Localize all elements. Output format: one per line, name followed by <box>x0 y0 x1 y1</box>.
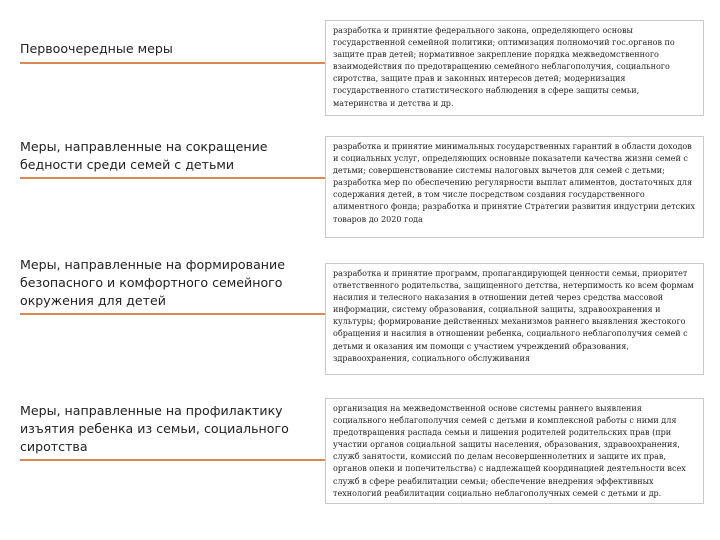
connector-line <box>312 313 326 315</box>
measure-heading-block <box>20 256 312 310</box>
measure-heading-block <box>20 40 312 58</box>
measure-heading-block <box>20 138 312 174</box>
heading-underline <box>20 62 312 64</box>
measure-heading: Меры, направленные на формирование безопасного и комфортного семейного окружения для детей <box>20 257 285 308</box>
heading-underline <box>20 313 312 315</box>
measure-heading-block <box>20 402 312 456</box>
connector-line <box>312 62 326 64</box>
measure-heading: Первоочередные меры <box>20 41 173 56</box>
measure-description: разработка и принятие федерального закона, определяющего основы государственной семейной политики; оптимизация полномочий гос.органов по защите прав детей; нормативное закрепление порядка межведомственного взаимодействия по предотвращению семейного неблагополучия, социального сиротства, защите прав и законных интересов детей; модернизация государственного статистического наблюдения в сфере защиты семьи, материнства и детства и др. <box>333 26 675 108</box>
measure-description: организация на межведомственной основе системы раннего выявления социального неблагополучия семей с детьми и комплексной работы с ними для предотвращения распада семьи и лишения родителей родительских прав (при участии органов социальной защиты населения, образования, здравоохранения, служб занятости, комиссий по делам несовершеннолетних и защите их прав, органов опеки и попечительства) с надлежащей координацией деятельности всех служб в сфере реабилитации семьи; обеспечение внедрения эффективных технологий реабилитации социально неблагополучных семей с детьми и др. <box>333 404 686 498</box>
measure-heading: Меры, направленные на сокращение бедности среди семей с детьми <box>20 139 268 172</box>
measure-description-box <box>325 136 704 238</box>
measure-description-box <box>325 20 704 116</box>
connector-line <box>312 177 326 179</box>
measure-description: разработка и принятие минимальных государственных гарантий в области доходов и социальных услуг, определяющих основные показатели качества жизни семей с детьми; совершенствование системы налоговых вычетов для семей с детьми; разработка мер по обеспечению регулярности выплат алиментов, достаточных для содержания детей, в том числе посредством создания государственного алиментного фонда; разработка и принятие Стратегии развития индустрии детских товаров до 2020 года <box>333 142 696 224</box>
measure-description-box <box>325 398 704 504</box>
measure-description-box <box>325 263 704 375</box>
heading-underline <box>20 177 312 179</box>
connector-line <box>312 459 326 461</box>
heading-underline <box>20 459 312 461</box>
measure-description: разработка и принятие программ, пропагандирующей ценности семьи, приоритет ответственного родительства, защищенного детства, нетерпимость ко всем формам насилия и телесного наказания в отношении детей через средства массовой информации, систему образования, социальной защиты, здравоохранения и культуры; формирование действенных механизмов раннего выявления жестокого обращения и насилия в отношении ребенка, социального неблагополучия семей с детьми и оказания им помощи с участием учреждений образования, здравоохранения, социального обслуживания <box>333 269 694 363</box>
measure-heading: Меры, направленные на профилактику изъятия ребенка из семьи, социального сиротства <box>20 403 289 454</box>
